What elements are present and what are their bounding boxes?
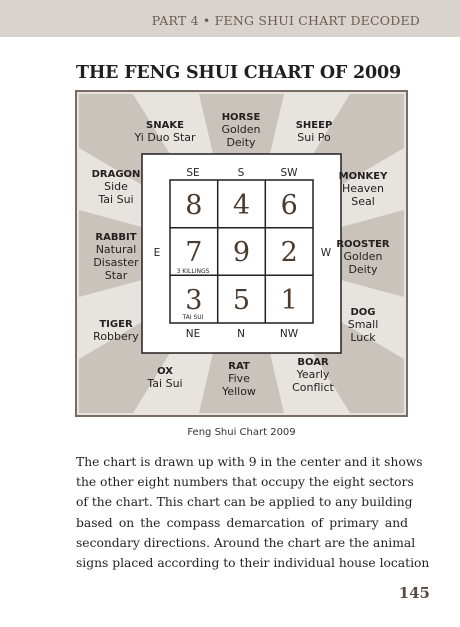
chart-svg [75, 90, 408, 417]
snake-label: SNAKE [146, 120, 184, 131]
horse-line-1: Golden [221, 123, 261, 136]
grid-number-center: 9 [232, 237, 251, 268]
rabbit-line-1: Natural [95, 243, 137, 256]
rabbit-line-3: Star [104, 269, 128, 282]
tai-sui-note: TAI SUI [182, 314, 204, 321]
grid-number-ne: 3 [185, 285, 203, 316]
grid-number-n: 5 [232, 285, 251, 316]
tiger-line-1: Robbery [93, 330, 139, 343]
rabbit-label: RABBIT [95, 232, 137, 243]
dir-n: N [237, 328, 245, 340]
boar-label: BOAR [297, 357, 329, 368]
dir-sw: SW [280, 167, 298, 179]
sheep-label: SHEEP [295, 120, 333, 131]
dragon-label: DRAGON [91, 169, 141, 180]
rat-line-2: Yellow [222, 385, 256, 398]
dragon-line-1: Side [104, 180, 128, 193]
dog-line-2: Luck [350, 331, 376, 344]
ox-label: OX [157, 366, 173, 377]
running-header: PART 4 • FENG SHUI CHART DECODED [151, 13, 420, 28]
monkey-line-2: Seal [351, 195, 375, 208]
dir-s: S [237, 167, 245, 179]
rabbit-line-2: Disaster [93, 256, 139, 269]
boar-line-2: Conflict [292, 381, 334, 394]
body-line: the other eight numbers that occupy the eight sectors [76, 475, 414, 490]
body-line: The chart is drawn up with 9 in the center and it shows [76, 455, 423, 469]
body-line: signs placed according to their individual house location [76, 556, 430, 571]
boar-line-1: Yearly [296, 368, 330, 381]
sheep-line-1: Sui Po [297, 131, 331, 144]
three-killings-note: 3 KILLINGS [176, 268, 210, 275]
dragon-line-2: Tai Sui [98, 193, 134, 206]
horse-line-2: Deity [226, 136, 256, 149]
body-line: secondary directions. Around the chart are the animal [76, 535, 416, 550]
body-paragraph [76, 452, 430, 573]
rat-label: RAT [228, 361, 250, 372]
running-header-band [0, 0, 460, 37]
rat-line-1: Five [228, 372, 250, 385]
page-number: 145 [398, 584, 430, 602]
monkey-label: MONKEY [338, 171, 388, 182]
dir-se: SE [186, 167, 200, 179]
rooster-label: ROOSTER [336, 239, 390, 250]
ox-line-1: Tai Sui [147, 377, 183, 390]
grid-number-w: 2 [280, 237, 298, 268]
dir-w: W [320, 247, 332, 259]
grid-number-e: 7 [185, 237, 203, 268]
chart-caption: Feng Shui Chart 2009 [187, 427, 296, 438]
page-title: THE FENG SHUI CHART OF 2009 [76, 63, 401, 83]
dog-label: DOG [350, 307, 376, 318]
dir-ne: NE [185, 328, 201, 340]
grid-number-s: 4 [232, 190, 251, 221]
body-line: of the chart. This chart can be applied to any building [76, 495, 413, 510]
dir-e: E [153, 247, 161, 259]
dog-line-1: Small [347, 318, 379, 331]
grid-number-sw: 6 [280, 190, 298, 221]
rooster-line-1: Golden [343, 250, 383, 263]
rooster-line-2: Deity [348, 263, 378, 276]
tiger-label: TIGER [99, 319, 133, 330]
horse-label: HORSE [221, 112, 261, 123]
monkey-line-1: Heaven [341, 182, 385, 195]
dir-nw: NW [279, 328, 299, 340]
snake-line-1: Yi Duo Star [134, 131, 196, 144]
feng-shui-chart [75, 90, 408, 417]
grid-number-se: 8 [185, 190, 203, 221]
body-line: based on the compass demarcation of primary and [76, 515, 408, 530]
grid-number-nw: 1 [280, 285, 298, 316]
